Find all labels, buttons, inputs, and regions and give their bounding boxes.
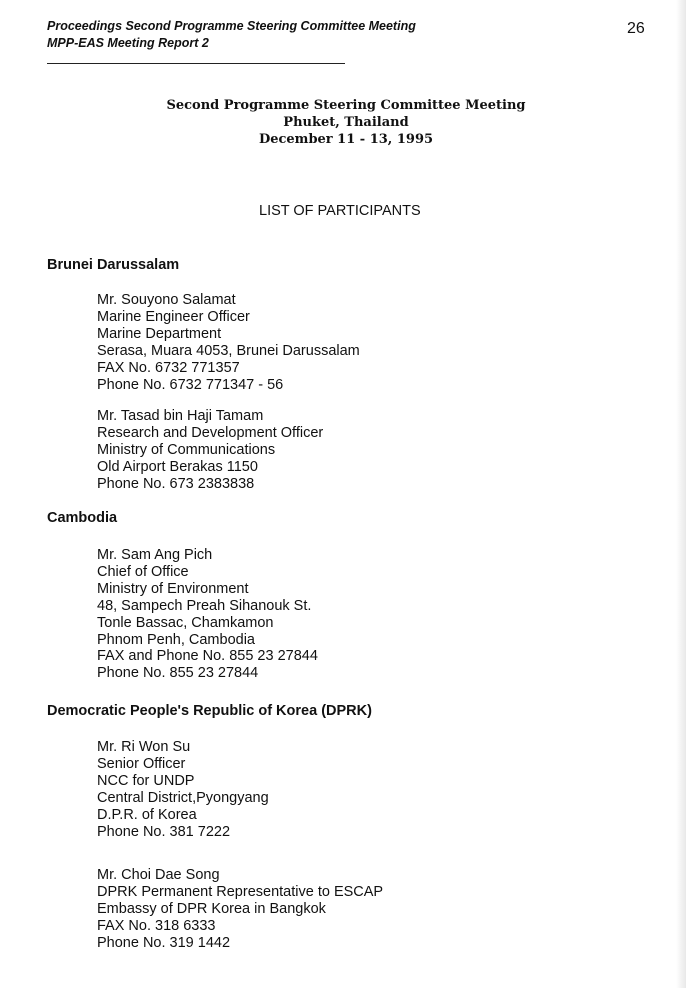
participant-organization: Ministry of Communications [97,441,276,458]
participant-title: Research and Development Officer [97,424,324,441]
participant-fax: FAX No. 6732 771357 [97,359,240,376]
participant-title: Senior Officer [97,755,186,772]
participant-entry [97,408,323,493]
participant-address: Central District,Pyongyang [97,789,269,806]
meeting-location: Phuket, Thailand [283,115,409,130]
participant-name: Mr. Souyono Salamat [97,292,236,308]
meeting-title-line-1: Second Programme Steering Committee Meeting [166,98,526,113]
participant-fax: FAX and Phone No. 855 23 27844 [97,648,318,665]
country-heading-cambodia: Cambodia [47,510,118,526]
participant-entry [97,547,318,682]
participant-phone: Phone No. 381 7222 [97,823,231,840]
participant-address: Tonle Bassac, Chamkamon [97,614,274,631]
participant-address: Old Airport Berakas 1150 [97,458,258,475]
participant-title: Chief of Office [97,563,189,580]
participant-address: 48, Sampech Preah Sihanouk St. [97,597,312,614]
page-edge-shadow [676,0,686,988]
participant-title: Marine Engineer Officer [97,308,250,325]
participant-organization: Embassy of DPR Korea in Bangkok [97,900,326,917]
participant-fax: FAX No. 318 6333 [97,917,216,934]
participant-name: Mr. Ri Won Su [97,739,191,755]
meeting-title [96,97,596,148]
participant-entry [97,867,383,952]
participant-name: Mr. Choi Dae Song [97,867,220,883]
participant-phone: Phone No. 673 2383838 [97,475,255,492]
country-heading-brunei: Brunei Darussalam [47,257,180,273]
participant-address: Serasa, Muara 4053, Brunei Darussalam [97,342,360,359]
participant-phone: Phone No. 319 1442 [97,934,231,951]
participant-organization: NCC for UNDP [97,772,195,789]
participant-name: Mr. Tasad bin Haji Tamam [97,408,264,424]
participant-entry [97,739,269,840]
list-heading: LIST OF PARTICIPANTS [259,203,421,219]
participant-address: Phnom Penh, Cambodia [97,631,255,648]
participant-address: D.P.R. of Korea [97,806,197,823]
running-header [47,18,416,52]
running-header-line-2: MPP-EAS Meeting Report 2 [47,36,209,50]
participant-organization: Ministry of Environment [97,580,249,597]
running-header-line-1: Proceedings Second Programme Steering Committee Meeting [47,19,416,33]
page-number: 26 [627,20,645,37]
participant-title: DPRK Permanent Representative to ESCAP [97,883,384,900]
header-rule [47,63,345,64]
participant-organization: Marine Department [97,325,222,342]
participant-name: Mr. Sam Ang Pich [97,547,213,563]
meeting-dates: December 11 - 13, 1995 [258,132,434,147]
country-heading-dprk: Democratic People's Republic of Korea (DPRK) [47,703,372,719]
participant-entry [97,292,360,393]
participant-phone: Phone No. 6732 771347 - 56 [97,376,284,393]
participant-phone: Phone No. 855 23 27844 [97,665,259,682]
